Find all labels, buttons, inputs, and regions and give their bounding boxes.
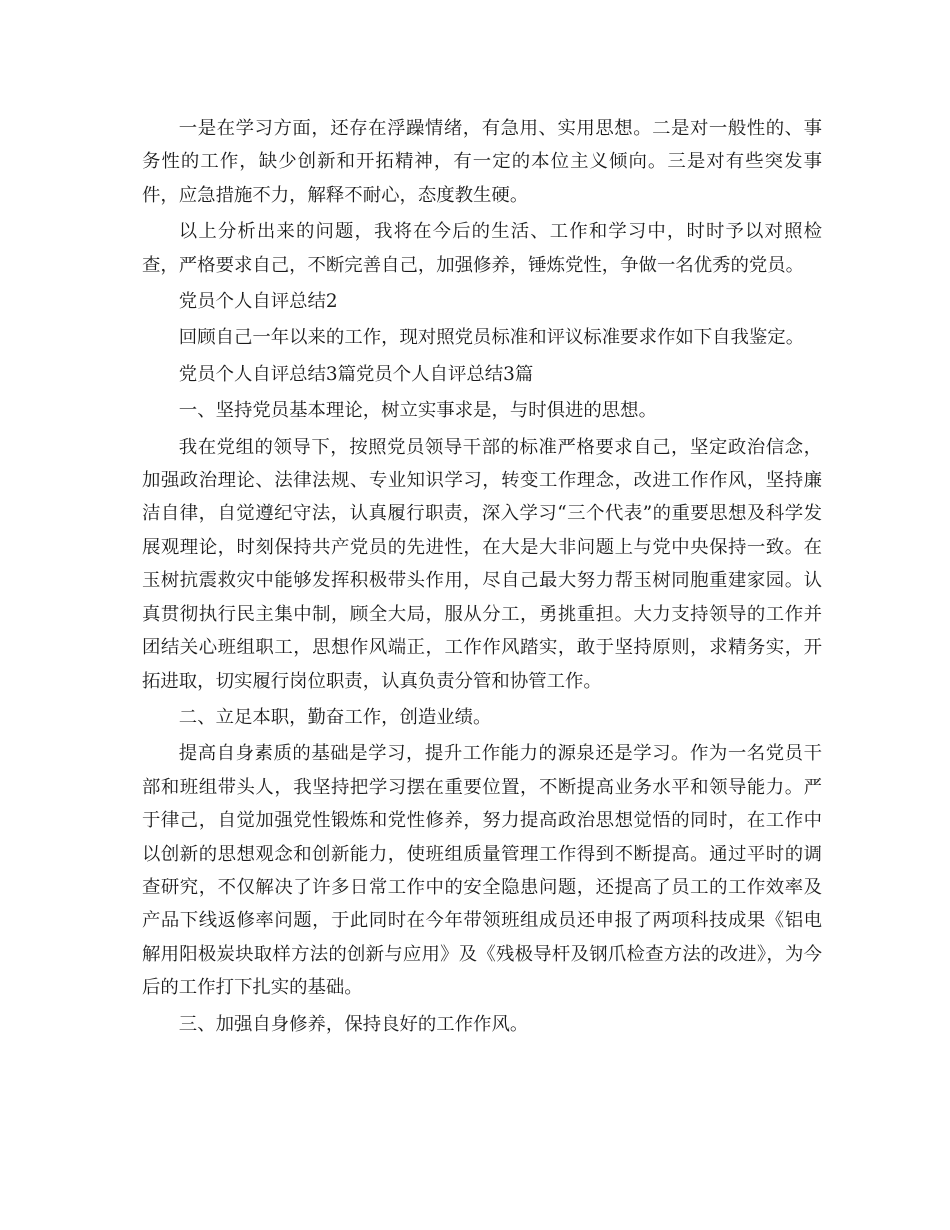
document-body bbox=[142, 112, 822, 1044]
heading-summary-2: 党员个人自评总结2 bbox=[178, 291, 338, 313]
heading-summary-3: 党员个人自评总结3篇党员个人自评总结3篇 bbox=[178, 363, 534, 385]
paragraph-review-intro: 回顾自己一年以来的工作，现对照党员标准和评议标准要求作如下自我鉴定。 bbox=[178, 327, 805, 349]
heading-section-1: 一、坚持党员基本理论，树立实事求是，与时俱进的思想。 bbox=[178, 400, 657, 422]
paragraph-section-1-body: 我在党组的领导下，按照党员领导干部的标准严格要求自己，坚定政治信念，加强政治理论、法律法规、专业知识学习，转变工作理念，改进工作作风，坚持廉洁自律，自觉遵纪守法，认真履行职责，深入学习“三个代表”的重要思想及科学发展观理论，时刻保持共产党员的先进性，在大是大非问题上与党中央保持一致。在玉树抗震救灾中能够发挥积极带头作用，尽自己最大努力帮玉树同胞重建家园。认真贯彻执行民主集中制，顾全大局，服从分工，勇挑重担。大力支持领导的工作并团结关心班组职工，思想作风端正，工作作风踏实，敢于坚持原则，求精务实，开拓进取，切实履行岗位职责，认真负责分管和协管工作。 bbox=[142, 436, 822, 692]
heading-section-2: 二、立足本职，勤奋工作，创造业绩。 bbox=[178, 706, 492, 728]
heading-section-3: 三、加强自身修养，保持良好的工作作风。 bbox=[178, 1013, 529, 1035]
paragraph-study-issues: 一是在学习方面，还存在浮躁情绪，有急用、实用思想。二是对一般性的、事务性的工作，缺少创新和开拓精神，有一定的本位主义倾向。三是对有些突发事件，应急措施不力，解释不耐心，态度教生硬。 bbox=[142, 118, 822, 206]
paragraph-resolution: 以上分析出来的问题，我将在今后的生活、工作和学习中，时时予以对照检查，严格要求自己，不断完善自己，加强修养，锤炼党性，争做一名优秀的党员。 bbox=[142, 221, 822, 276]
paragraph-section-2-body: 提高自身素质的基础是学习，提升工作能力的源泉还是学习。作为一名党员干部和班组带头人，我坚持把学习摆在重要位置，不断提高业务水平和领导能力。严于律己，自觉加强党性锻炼和党性修养，努力提高政治思想觉悟的同时，在工作中以创新的思想观念和创新能力，使班组质量管理工作得到不断提高。通过平时的调查研究，不仅解决了许多日常工作中的安全隐患问题，还提高了员工的工作效率及产品下线返修率问题，于此同时在今年带领班组成员还申报了两项科技成果《铝电解用阳极炭块取样方法的创新与应用》及《残极导杆及钢爪检查方法的改进》，为今后的工作打下扎实的基础。 bbox=[142, 743, 822, 999]
